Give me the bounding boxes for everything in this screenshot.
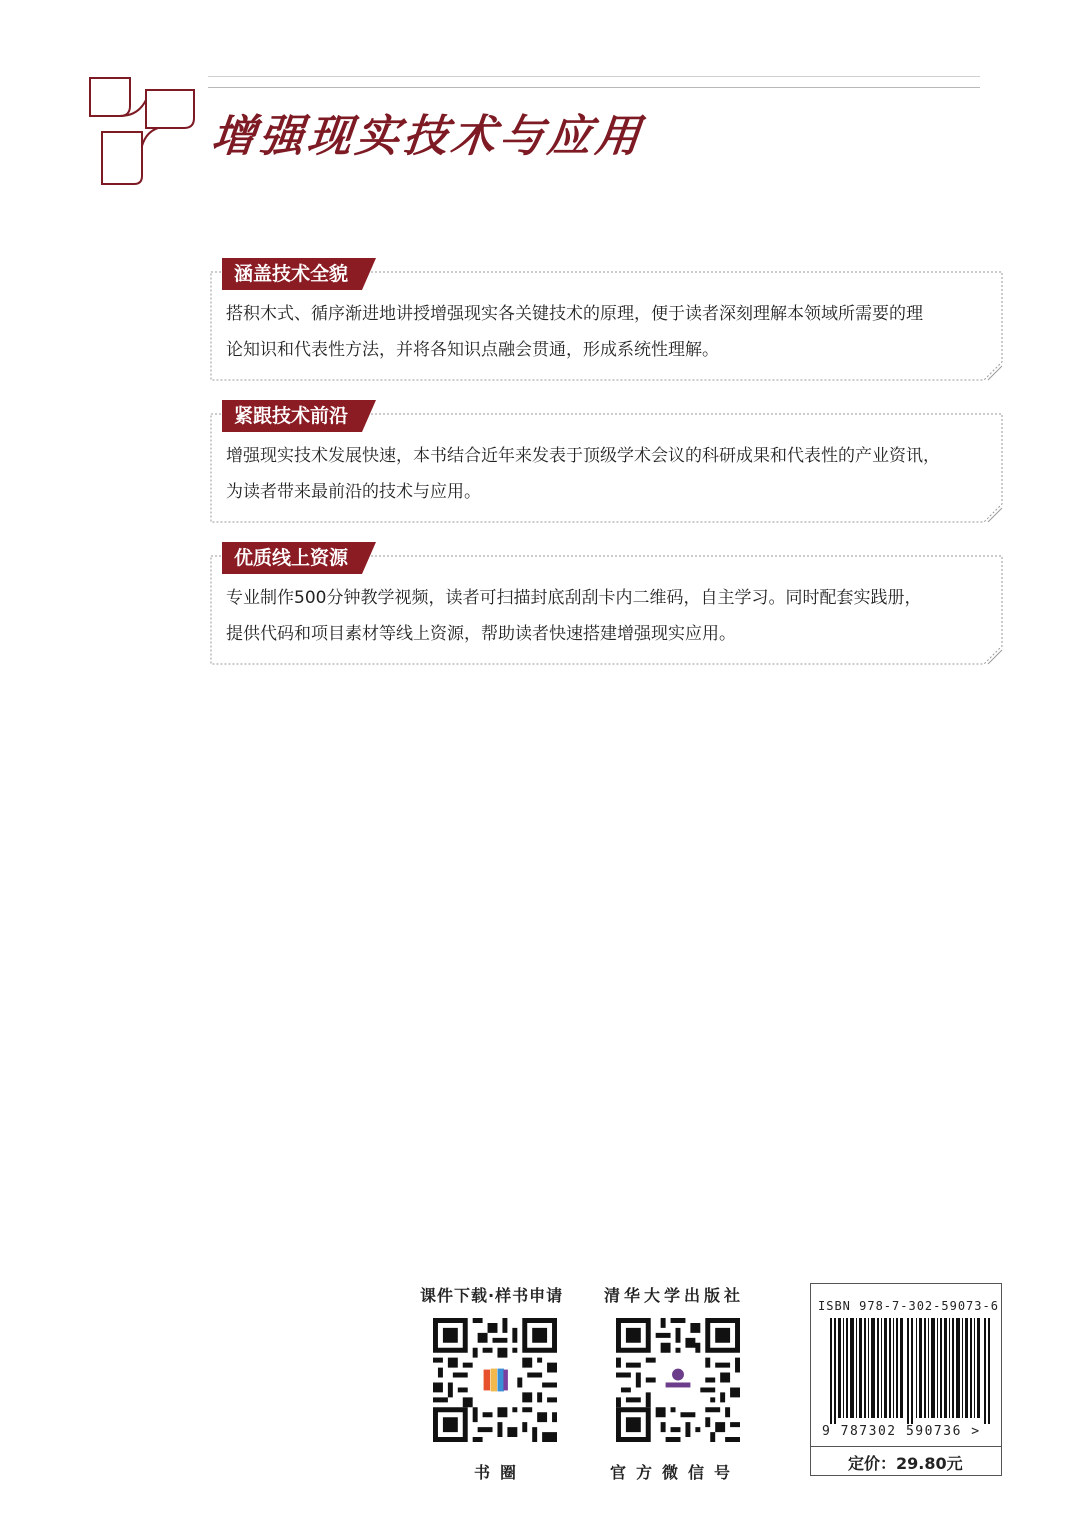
isbn-number: ISBN 978-7-302-59073-6 — [818, 1299, 999, 1313]
section-line: 增强现实技术发展快速，本书结合近年来发表于顶级学术会议的科研成果和代表性的产业资讯， — [226, 446, 940, 466]
qr-code-courseware[interactable] — [433, 1318, 557, 1442]
header-rule — [208, 76, 980, 88]
decorative-diamond-logo — [86, 76, 202, 188]
section-line: 论知识和代表性方法，并将各知识点融会贯通，形成系统性理解。 — [226, 340, 719, 360]
section-label: 优质线上资源 — [222, 542, 362, 574]
ean-barcode — [830, 1318, 992, 1424]
section-line: 搭积木式、循序渐进地讲授增强现实各关键技术的原理，便于读者深刻理解本领域所需要的理 — [226, 304, 923, 324]
qr-label-shuquan: 书圈 — [474, 1463, 527, 1482]
section-line: 专业制作500分钟教学视频，读者可扫描封底刮刮卡内二维码，自主学习。同时配套实践册， — [226, 588, 922, 608]
section-label: 涵盖技术全貌 — [222, 258, 362, 290]
qr-caption-publisher: 清华大学出版社 — [604, 1286, 745, 1305]
qr-caption-courseware: 课件下载·样书申请 — [420, 1286, 564, 1305]
feature-section-3 — [210, 542, 1010, 666]
section-body — [226, 296, 996, 368]
section-line: 提供代码和项目素材等线上资源，帮助读者快速搭建增强现实应用。 — [226, 624, 736, 644]
section-label: 紧跟技术前沿 — [222, 400, 362, 432]
price-divider — [810, 1446, 1002, 1447]
section-line: 为读者带来最前沿的技术与应用。 — [226, 482, 481, 502]
qr-label-wechat: 官方微信号 — [610, 1463, 741, 1482]
section-body — [226, 580, 996, 652]
price-label: 定价：29.80元 — [848, 1454, 963, 1473]
ean-digits: 9 787302 590736 > — [822, 1424, 981, 1439]
qr-code-publisher[interactable] — [616, 1318, 740, 1442]
feature-section-2 — [210, 400, 1010, 524]
section-body — [226, 438, 996, 510]
book-title: 增强现实技术与应用 — [208, 111, 647, 162]
feature-section-1 — [210, 258, 1010, 382]
